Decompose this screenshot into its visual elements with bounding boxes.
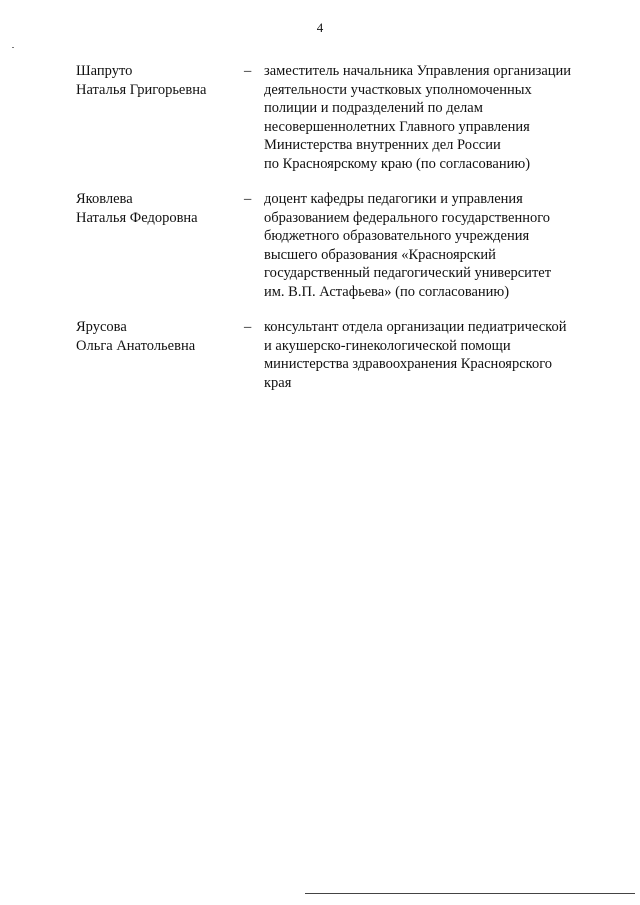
member-entry — [76, 190, 596, 301]
position-line: деятельности участковых уполномоченных — [264, 81, 532, 98]
position-line: несовершеннолетних Главного управления — [264, 118, 530, 135]
member-name — [76, 318, 244, 355]
position-line: консультант отдела организации педиатрической — [264, 319, 567, 335]
member-surname: Ярусова — [76, 319, 127, 335]
position-line: полиции и подразделений по делам — [264, 100, 483, 116]
position-line: доцент кафедры педагогики и управления — [264, 191, 523, 207]
position-line: им. В.П. Астафьева» (по согласованию) — [264, 283, 510, 300]
dash-separator: – — [244, 191, 252, 207]
member-given-names: Ольга Анатольевна — [76, 337, 196, 354]
position-line: государственный педагогический университет — [264, 265, 552, 281]
member-surname: Шапруто — [76, 63, 133, 79]
position-line: образованием федерального государственного — [264, 209, 551, 226]
position-line: Министерства внутренних дел России — [264, 137, 501, 153]
member-given-names: Наталья Федоровна — [76, 209, 198, 226]
position-line: министерства здравоохранения Красноярского — [264, 356, 553, 372]
position-line: края — [264, 374, 292, 391]
member-entry — [76, 62, 596, 173]
position-line: высшего образования «Красноярский — [264, 246, 496, 263]
position-line: и акушерско-гинекологической помощи — [264, 337, 511, 354]
page-number: 4 — [316, 20, 324, 35]
member-surname: Яковлева — [76, 191, 133, 207]
member-position — [264, 62, 594, 173]
position-line: бюджетного образовательного учреждения — [264, 228, 530, 244]
scan-speck — [12, 47, 14, 48]
dash-separator: – — [244, 319, 252, 335]
member-name — [76, 62, 244, 99]
member-position — [264, 190, 594, 301]
committee-member-list — [76, 62, 596, 409]
footer-rule — [305, 893, 635, 894]
position-line: заместитель начальника Управления организации — [264, 63, 572, 79]
position-line: по Красноярскому краю (по согласованию) — [264, 155, 531, 172]
member-given-names: Наталья Григорьевна — [76, 81, 207, 98]
member-name — [76, 190, 244, 227]
dash-separator: – — [244, 63, 252, 79]
member-position — [264, 318, 594, 392]
member-entry — [76, 318, 596, 392]
